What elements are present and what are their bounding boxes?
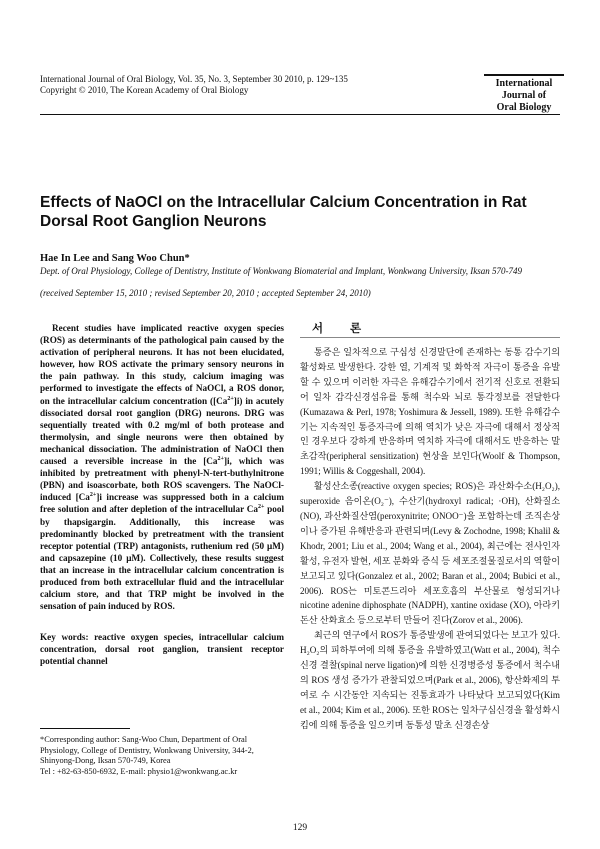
footnote-line: Tel : +82-63-850-6932, E-mail: physio1@wonkwang.ac.kr [40,766,238,776]
intro-paragraph: 활성산소종(reactive oxygen species; ROS)은 과산화수소(H₂O₂), superoxide 음이온(O₂⁻), 수산기(hydroxyl radical; ·OH), 산화질소(NO), 과산화질산염(peroxynitrite; ONOO⁻)을 포함하는데 조직손상이나 증가된 유해반응과 관련되며(Levy & Zochodne, 1998; Khalil & Khodr, 2001; Liu et al., 2004; Wang et al., 2004), 최근에는 전사인자 활성, 유전자 발현, 세포 분화와 증식 등 세포조절물질로서의 역할이 보고되고 있다(Gonzalez et al., 2002; Baran et al., 2004; Bubici et al., 2006). ROS는 미토콘드리아 세포호흡의 부산물로 형성되거나 nicotine adenine diphosphate (NADPH), xantine oxidase (XO), 아라키돈산 산화효소 등으로부터 만들어 진다(Zorov et al., 2006). [300,481,560,626]
abstract-text: pool by thapsigargin. Additionally, this increase was predominantly blocked by pretreatment with the transient receptor potential (TRP) antagonists, ruthenium red (50 μM) and capsazepine (10 μM). Collectively, these results suggest that an increase in the intracellular calcium concentration is produced from both extracellular fluid and the intracellular calcium store, and that TRP might be involved in the sensation of pain induced by ROS. [40,504,285,612]
superscript: 2+ [89,492,97,499]
journal-box-line: Oral Biology [496,102,552,113]
section-heading-rule [300,337,560,338]
abstract [40,322,284,612]
journal-box-rule [484,74,564,76]
journal-logo-box [488,78,560,118]
section-heading-introduction: 서 론 [312,323,374,335]
footnote-line: *Corresponding author: Sang-Woo Chun, Department of Oral Physiology, College of Dentistry, Wonkwang University, 344-2, Shinyong-Dong, Iksan 570-749, Korea [40,735,254,766]
abstract-text: Recent studies have implicated reactive oxygen species (ROS) as determinants of the pathological pain caused by the activation of peripheral neurons. It has not been elucidated, however, how ROS activate the primary sensory neurons in the pain pathway. In this study, calcium imaging was performed to investigate the effects of NaOCl, a ROS donor, on the intracellular calcium concentration ([Ca [40,323,284,406]
superscript: 2+ [257,504,265,511]
journal-box-line: International [495,78,553,89]
introduction-body [300,345,560,733]
superscript: 2+ [217,455,224,462]
article-title: Effects of NaOCl on the Intracellular Calcium Concentration in Rat Dorsal Root Ganglion Neurons [40,194,527,230]
journal-citation: International Journal of Oral Biology, Vol. 35, No. 3, September 30 2010, p. 129~135 [40,74,348,84]
intro-paragraph: 통증은 일차적으로 구심성 신경말단에 존재하는 동통 감수기의 활성화로 발생한다. 강한 열, 기계적 및 화학적 자극이 통증을 유발할 수 있으며 이러한 자극은 유해감수기에서 전기적 신호로 전환되어 일차 감각신경섬유를 통해 척수와 뇌로 통각정보를 전달한다(Kumazawa & Perl, 1978; Yoshimura & Jessell, 1989). 또한 유해감수기는 지속적인 통증자극에 의해 역치가 낮은 자극에 대해서 정상적인 경우보다 강하게 반응하며 역치하 자극에 대해서도 반응하는 말초감작(peripheral sensitization) 현상을 보인다(Woolf & Thompson, 1991; Willis & Coggeshall, 2004). [300,347,560,477]
abstract-text: ]i, which was inhibited by pretreatment with phenyl-N-tert-buthylnitrone (PBN) and isoascorbate, both ROS scavengers. The NaOCl-induced [Ca [40,456,284,503]
intro-paragraph: 최근의 연구에서 ROS가 통증발생에 관여되었다는 보고가 있다. H₂O₂의 피하투여에 의해 통증을 유발하였고(Watt et al., 2004), 척수신경 결찰(spinal nerve ligation)에 의한 신경병증성 통증에서 척수내의 ROS 생성 증가가 관찰되었으며(Park et al., 2006), 항산화제의 투여로 수 시간동안 지속되는 진통효과가 나타났다 보고되었다(Kim et al., 2004; Kim et al., 2006). 또한 ROS는 일차구심신경을 활성화시킴에 의해 통증을 일으키며 동통성 말초 신경손상 [300,630,560,730]
article-dates: (received September 15, 2010 ; revised September 20, 2010 ; accepted September 24, 2010) [40,288,371,298]
footnote-divider [40,728,130,729]
keywords: Key words: reactive oxygen species, intracellular calcium concentration, dorsal root ganglion, transient receptor potential channel [40,632,284,667]
article-authors: Hae In Lee and Sang Woo Chun* [40,253,190,264]
abstract-text: ]i) in acutely dissociated dorsal root ganglion (DRG) neurons. DRG was sequentially treated with 0.2 mg/ml of both protease and thermolysin, and single neurons were then obtained by mechanical dissociation. The administration of NaOCl then caused a reversible increase in the [Ca [40,395,284,467]
corresponding-author-footnote [40,735,284,777]
abstract-paragraph [40,322,284,612]
superscript: 2+ [227,395,234,402]
copyright-notice: Copyright © 2010, The Korean Academy of Oral Biology [40,85,249,95]
header-divider [40,114,560,115]
page-number: 129 [292,823,308,833]
author-affiliation: Dept. of Oral Physiology, College of Dentistry, Institute of Wonkwang Biomaterial and Implant, Wonkwang University, Iksan 570-749 [40,266,523,276]
abstract-text: ]i increase was suppressed both in a calcium free solution and after depletion of the intracellular Ca [40,492,284,515]
journal-box-line: Journal of [501,90,547,101]
